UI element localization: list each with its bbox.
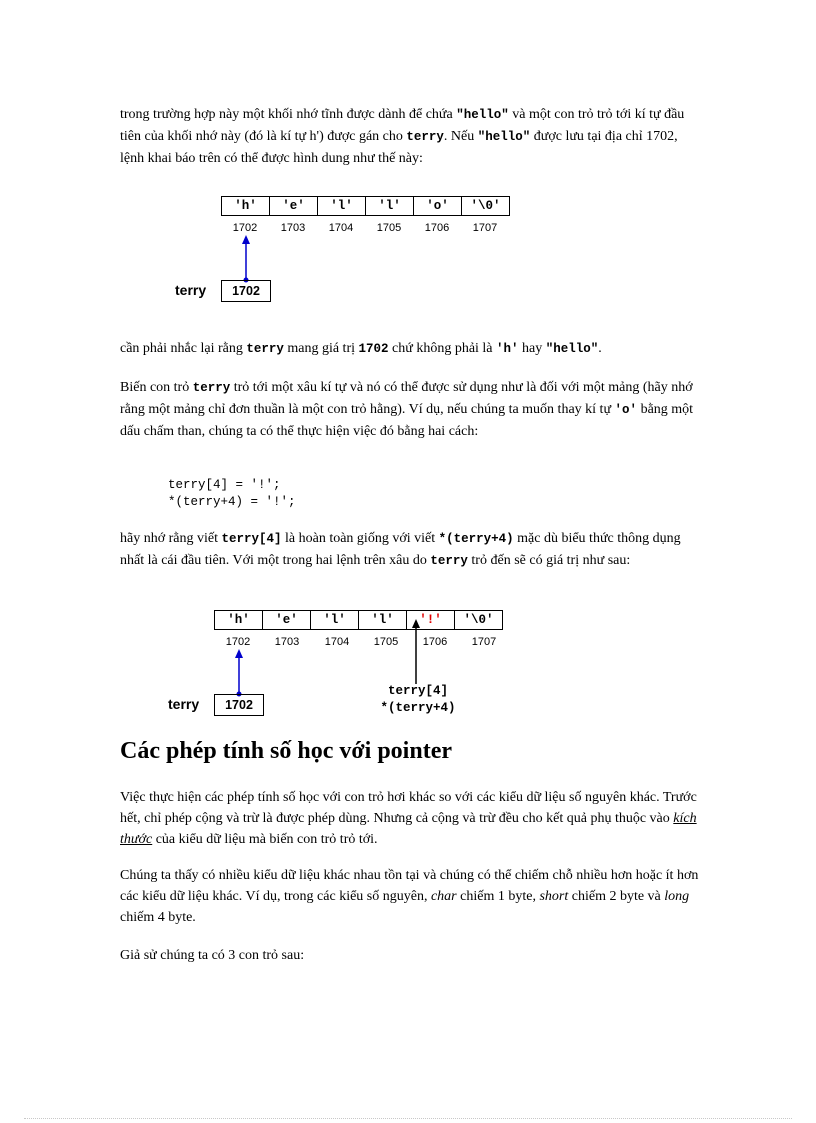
memory-cell: 'h' (221, 196, 270, 216)
code-terry-index: terry[4] (221, 532, 282, 546)
address-label: 1705 (376, 222, 402, 234)
code-hello: "hello" (456, 108, 509, 122)
address-label: 1705 (373, 636, 399, 648)
address-label: 1702 (225, 636, 251, 648)
index-arrow (408, 618, 424, 684)
memory-cell: 'l' (310, 610, 359, 630)
memory-cell: 'e' (269, 196, 318, 216)
text: cần phải nhắc lại rằng (120, 341, 247, 356)
pointer-arrow (229, 648, 249, 698)
code-terry: terry (430, 554, 468, 568)
paragraph-arithmetic-intro (120, 787, 700, 850)
code-h: 'h' (496, 342, 519, 356)
paragraph-type-sizes (120, 865, 700, 928)
paragraph-array-usage (120, 377, 700, 442)
paragraph-value-note (120, 338, 700, 360)
address-label: 1703 (274, 636, 300, 648)
text: chiếm 4 byte. (120, 910, 196, 925)
memory-cell: '\0' (454, 610, 503, 630)
memory-cell: 'e' (262, 610, 311, 630)
code-terry: terry (246, 342, 284, 356)
memory-cell: 'l' (358, 610, 407, 630)
emphasis-size: kích thước (120, 811, 697, 847)
type-short: short (539, 889, 569, 904)
paragraph-three-pointers: Giả sử chúng ta có 3 con trỏ sau: (120, 948, 305, 963)
type-char: char (430, 889, 457, 904)
code-block (168, 477, 296, 511)
code-line: terry[4] = '!'; (168, 478, 281, 492)
variable-name: terry (168, 696, 200, 712)
text: hay (518, 341, 546, 356)
text: mang giá trị (283, 341, 359, 356)
text: trỏ tới một xâu kí tự và nó có thể được sử dụng như là đối với một mảng (hãy nhớ rằng một mảng chỉ đơn thuần là một con trỏ hằng). Ví dụ, nếu chúng ta muốn thay kí tự (120, 380, 693, 417)
memory-cell: 'l' (317, 196, 366, 216)
text: chiếm 2 byte và (568, 889, 665, 904)
variable-name: terry (175, 282, 207, 298)
paragraph-intro (120, 104, 700, 169)
type-long: long (664, 889, 690, 904)
memory-cell: 'l' (365, 196, 414, 216)
text: . Nếu (443, 129, 478, 144)
address-label: 1706 (422, 636, 448, 648)
code-hello: "hello" (545, 342, 599, 356)
address-label: 1706 (424, 222, 450, 234)
section-heading: Các phép tính số học với pointer (120, 738, 452, 764)
annotation-index: terry[4] (387, 684, 448, 698)
address-label: 1707 (471, 636, 497, 648)
text: mặc dù biểu thức thông dụng nhất là cái đầu tiên. Với một trong hai lệnh trên xâu do (120, 531, 681, 568)
paragraph-equivalence (120, 528, 700, 572)
text: chiếm 1 byte, (456, 889, 540, 904)
memory-cell-highlighted: '!' (406, 610, 455, 630)
memory-cell: 'o' (413, 196, 462, 216)
memory-cell: '\0' (461, 196, 510, 216)
code-terry-offset: *(terry+4) (438, 532, 514, 546)
pointer-arrow (236, 234, 256, 284)
text: chứ không phải là (388, 341, 497, 356)
pointer-value-box: 1702 (214, 694, 264, 716)
text: trỏ đến sẽ có giá trị như sau: (467, 553, 631, 568)
annotation-offset: *(terry+4) (380, 701, 456, 715)
text: Biến con trỏ (120, 380, 193, 395)
memory-cells (214, 610, 503, 630)
text: Việc thực hiện các phép tính số học với con trỏ hơi khác so với các kiểu dữ liệu số nguyên khác. Trước hết, chỉ phép cộng và trừ là được phép dùng. Nhưng cả cộng và trừ đều cho kết quả phụ thuộc vào (120, 790, 697, 826)
address-label: 1704 (328, 222, 354, 234)
text: Chúng ta thấy có nhiều kiểu dữ liệu khác nhau tồn tại và chúng có thể chiếm chỗ nhiều hơn hoặc ít hơn các kiểu dữ liệu khác. Ví dụ, trong các kiểu số nguyên, (120, 868, 699, 904)
code-line: *(terry+4) = '!'; (168, 495, 296, 509)
address-label: 1702 (232, 222, 258, 234)
address-label: 1703 (280, 222, 306, 234)
text: được lưu tại địa chỉ 1702, lệnh khai báo trên có thể được hình dung như thế này: (120, 129, 678, 166)
address-label: 1707 (472, 222, 498, 234)
text: bằng một dấu chấm than, chúng ta có thể thực hiện việc đó bằng hai cách: (120, 402, 694, 439)
memory-cells (221, 196, 510, 216)
code-terry: terry (406, 130, 444, 144)
text: hãy nhớ rằng viết (120, 531, 222, 546)
text: trong trường hợp này một khối nhớ tĩnh được dành để chứa (120, 107, 457, 122)
pointer-value-box: 1702 (221, 280, 271, 302)
text: và một con trỏ trỏ tới kí tự đầu tiên của khối nhớ này (đó là kí tự h') được gán cho (120, 107, 685, 144)
text: của kiểu dữ liệu mà biến con trỏ trỏ tới. (152, 832, 378, 847)
memory-cell: 'h' (214, 610, 263, 630)
code-o: 'o' (614, 403, 638, 417)
text: là hoàn toàn giống với viết (281, 531, 439, 546)
code-terry: terry (192, 381, 231, 395)
code-1702: 1702 (358, 342, 389, 356)
page-bottom-rule (24, 1118, 792, 1119)
address-label: 1704 (324, 636, 350, 648)
code-hello: "hello" (477, 130, 531, 144)
text: . (598, 341, 602, 356)
